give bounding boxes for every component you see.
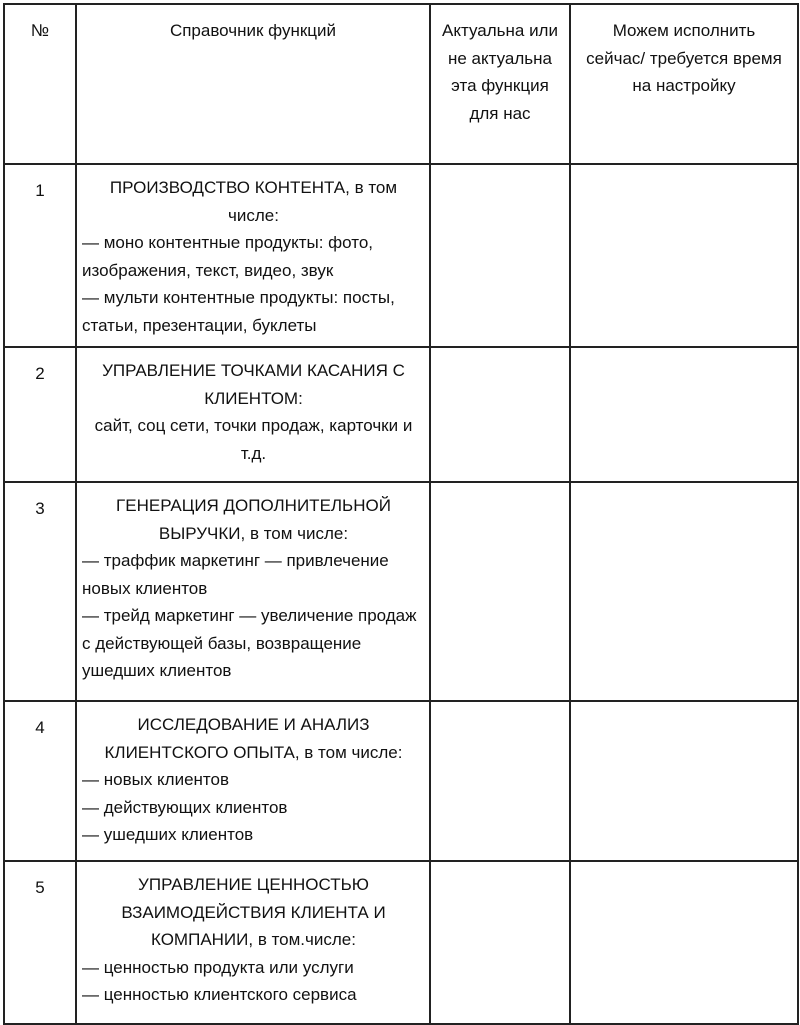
header-number-cell: [4, 4, 76, 164]
row-number: 4: [35, 718, 45, 737]
row-relevance-cell[interactable]: [430, 701, 570, 861]
header-readiness-cell: [570, 4, 798, 164]
function-title: УПРАВЛЕНИЕ ТОЧКАМИ КАСАНИЯ С КЛИЕНТОМ:: [102, 361, 405, 408]
table-row: [4, 861, 798, 1024]
row-function-cell: [76, 164, 430, 347]
row-relevance-cell[interactable]: [430, 347, 570, 482]
function-detail: — моно контентные продукты: фото, изображения, текст, видео, звук: [82, 233, 373, 280]
function-title: ПРОИЗВОДСТВО КОНТЕНТА, в том числе:: [109, 178, 398, 225]
header-function: Справочник функций: [169, 21, 337, 40]
table-row: [4, 347, 798, 482]
header-number: №: [30, 21, 50, 40]
header-readiness: Можем исполнить сейчас/ требуется время на настройку: [586, 21, 782, 95]
function-detail: — мульти контентные продукты: посты, статьи, презентации, буклеты: [82, 288, 395, 335]
row-readiness-cell[interactable]: [570, 701, 798, 861]
function-title: УПРАВЛЕНИЕ ЦЕННОСТЬЮ ВЗАИМОДЕЙСТВИЯ КЛИЕНТА И КОМПАНИИ, в том.числе:: [121, 875, 386, 949]
row-number-cell: [4, 482, 76, 701]
row-number: 5: [35, 878, 45, 897]
row-readiness-cell[interactable]: [570, 861, 798, 1024]
row-number: 1: [35, 181, 45, 200]
row-readiness-cell[interactable]: [570, 347, 798, 482]
functions-table: [3, 3, 799, 1025]
row-relevance-cell[interactable]: [430, 482, 570, 701]
row-number-cell: [4, 861, 76, 1024]
row-number-cell: [4, 347, 76, 482]
row-function-cell: [76, 347, 430, 482]
row-relevance-cell[interactable]: [430, 861, 570, 1024]
table-header-row: [4, 4, 798, 164]
header-relevance-cell: [430, 4, 570, 164]
row-number: 3: [35, 499, 45, 518]
function-detail: — трейд маркетинг — увеличение продаж с действующей базы, возвращение ушедших клиентов: [82, 606, 417, 680]
row-number-cell: [4, 701, 76, 861]
function-detail: — новых клиентов: [82, 770, 230, 789]
row-function-cell: [76, 701, 430, 861]
function-detail: сайт, соц сети, точки продаж, карточки и т.д.: [94, 416, 413, 463]
function-detail: — ценностью продукта или услуги: [82, 957, 354, 977]
function-detail: — траффик маркетинг — привлечение новых клиентов: [82, 551, 389, 598]
row-function-cell: [76, 482, 430, 701]
table-row: [4, 482, 798, 701]
row-readiness-cell[interactable]: [570, 164, 798, 347]
function-detail: — действующих клиентов: [82, 797, 288, 817]
header-relevance: Актуальна или не актуальна эта функция для нас: [442, 21, 558, 123]
row-readiness-cell[interactable]: [570, 482, 798, 701]
row-number-cell: [4, 164, 76, 347]
function-title: ГЕНЕРАЦИЯ ДОПОЛНИТЕЛЬНОЙ ВЫРУЧКИ, в том числе:: [116, 496, 391, 543]
function-detail: — ушедших клиентов: [82, 825, 254, 844]
row-relevance-cell[interactable]: [430, 164, 570, 347]
table-row: [4, 701, 798, 861]
table-row: [4, 164, 798, 347]
function-detail: — ценностью клиентского сервиса: [82, 985, 357, 1004]
row-number: 2: [35, 364, 45, 383]
header-function-cell: [76, 4, 430, 164]
row-function-cell: [76, 861, 430, 1024]
function-title: ИССЛЕДОВАНИЕ И АНАЛИЗ КЛИЕНТСКОГО ОПЫТА, в том числе:: [104, 715, 403, 762]
